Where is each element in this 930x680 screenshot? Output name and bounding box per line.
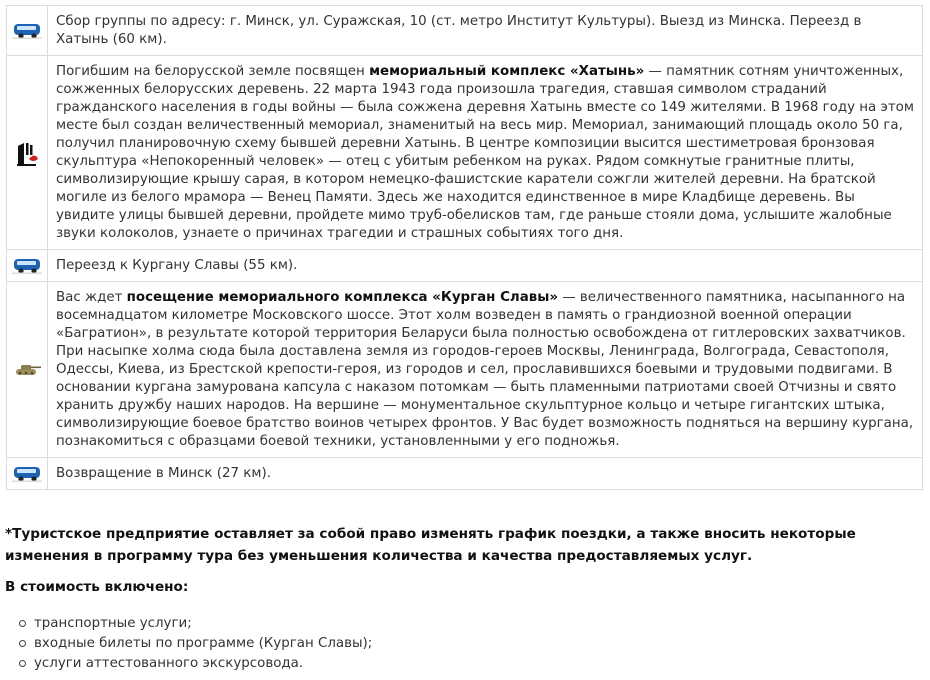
itinerary-text-part: Сбор группы по адресу: г. Минск, ул. Суражская, 10 (ст. метро Институт Культуры). Выезд из Минска. Переезд в Хатынь (60 км). [56,14,862,47]
itinerary-highlight: посещение мемориального комплекса «Курган Славы» [126,290,558,305]
itinerary-text [48,250,922,281]
itinerary-table [6,5,923,490]
itinerary-text [48,6,922,55]
included-list [0,614,372,674]
itinerary-text [48,282,922,457]
itinerary-text-part: — величественного памятника, насыпанного на восемнадцатом километре Московского шоссе. Этот холм возведен в память о грандиозной военной операции «Багратион», в результате которой территория Беларуси была полностью освобождена от гитлеровских захватчиков. При насыпке холма сюда была доставлена земля из городов-героев Москвы, Ленинграда, Волгограда, Севастополя, Одессы, Киева, из Брестской крепости-героя, из городов и сел, прославившихся боевыми и трудовыми подвигами. В основании кургана замурована капсула с наказом потомкам — быть пламенными патриотами своей Отчизны и свято хранить дружбу наших народов. На вершине — монументальное скульптурное кольцо и четыре гигантских штыка, символизирующие боевое братство воинов четырех фронтов. У Вас будет возможность подняться на вершину кургана, познакомиться с образцами боевой техники, установленными у его подножья. [56,290,914,449]
itinerary-row [7,457,922,489]
included-item: транспортные услуги; [0,614,372,634]
bus-icon [7,458,48,489]
itinerary-text-part: Переезд к Кургану Славы (55 км). [56,258,298,273]
itinerary-text-part: — памятник сотням уничтоженных, сожженных белорусских деревень. 22 марта 1943 года произошла трагедия, ставшая символом страданий гражданского населения в годы войны — была сожжена деревня Хатынь вместе со 149 жителями. В 1968 году на этом месте был создан величественный мемориал, знаменитый на весь мир. Мемориал, занимающий площадь около 50 га, получил планировочную схему бывшей деревни Хатынь. В центре композиции высится шестиметровая бронзовая скульптура «Непокоренный человек» — отец с убитым ребенком на руках. Рядом сомкнутые гранитные плиты, символизирующие крышу сарая, в котором немецко-фашистские каратели сожгли жителей деревни. На братской могиле из белого мрамора — Венец Памяти. Здесь же находится единственное в мире Кладбище деревень. Вы увидите улицы бывшей деревни, пройдете мимо труб-обелисков там, где раньше стояли дома, услышите жалобные звуки колоколов, узнаете о причинах трагедии и страшных событиях того дня. [56,64,914,241]
itinerary-row [7,55,922,249]
itinerary-text [48,56,922,249]
disclaimer-note: *Туристское предприятие оставляет за собой право изменять график поездки, а также вносить некоторые изменения в программу тура без уменьшения количества и качества предоставляемых услуг. [5,526,856,564]
itinerary-text-part: Погибшим на белорусской земле посвящен [56,64,370,79]
included-item: входные билеты по программе (Курган Славы); [0,634,372,654]
bus-icon [7,6,48,55]
included-title: В стоимость включено: [5,579,189,595]
itinerary-highlight: мемориальный комплекс «Хатынь» [369,64,645,79]
memorial-icon [7,56,48,249]
itinerary-text [48,458,922,489]
included-item: услуги аттестованного экскурсовода. [0,654,372,674]
itinerary-text-part: Возвращение в Минск (27 км). [56,466,271,481]
itinerary-row [7,6,922,55]
itinerary-row [7,281,922,457]
tank-icon [7,282,48,457]
bus-icon [7,250,48,281]
itinerary-text-part: Вас ждет [56,290,127,305]
itinerary-row [7,249,922,281]
